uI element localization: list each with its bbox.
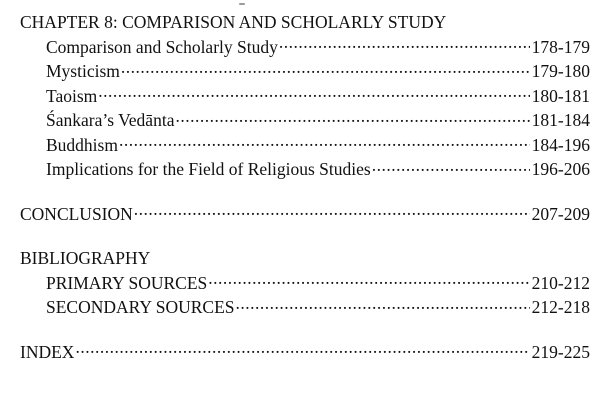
section-gap [20, 182, 590, 202]
toc-entry-label: Mysticism [46, 61, 120, 81]
toc-entry-buddhism [20, 133, 590, 158]
toc-entry-comparison [20, 35, 590, 60]
bibliography-heading: BIBLIOGRAPHY [20, 248, 151, 268]
toc-entry-pages: 210-212 [531, 272, 590, 293]
dot-leader [121, 60, 530, 78]
toc-entry-secondary-sources [20, 295, 590, 320]
toc-entry-label: INDEX [20, 341, 75, 362]
toc-entry-pages: 179-180 [531, 61, 590, 81]
dot-leader [134, 202, 530, 220]
toc-entry-taoism [20, 84, 590, 109]
toc-entry-pages: 181-184 [531, 110, 590, 130]
dot-leader [279, 35, 530, 53]
section-gap [20, 320, 590, 340]
toc-entry-primary-sources [20, 271, 590, 296]
toc-entry-implications [20, 157, 590, 182]
toc-entry-label: Implications for the Field of Religious Studies [46, 159, 371, 179]
toc-entry-label: Taoism [46, 85, 98, 106]
dot-leader [119, 133, 530, 151]
toc-entry-pages: 196-206 [531, 159, 590, 179]
dot-leader [208, 271, 529, 289]
toc-entry-label: SECONDARY SOURCES [46, 297, 235, 317]
table-of-contents [20, 10, 590, 364]
toc-entry-mysticism [20, 59, 590, 84]
toc-entry-label: CONCLUSION [20, 203, 133, 224]
toc-entry-pages: 219-225 [531, 341, 590, 362]
dot-leader [75, 340, 529, 358]
scan-speck [239, 3, 245, 5]
dot-leader [236, 296, 530, 314]
toc-entry-sankara-vedanta [20, 108, 590, 133]
toc-entry-pages: 207-209 [531, 203, 590, 224]
toc-entry-pages: 178-179 [531, 36, 590, 57]
chapter-8-heading: CHAPTER 8: COMPARISON AND SCHOLARLY STUDY [20, 12, 447, 32]
toc-entry-conclusion [20, 202, 590, 227]
section-gap [20, 226, 590, 246]
toc-entry-pages: 212-218 [531, 297, 590, 317]
dot-leader [98, 84, 529, 102]
toc-entry-label: PRIMARY SOURCES [46, 272, 208, 293]
toc-entry-index [20, 340, 590, 365]
toc-entry-label: Śankara’s Vedānta [46, 110, 175, 130]
dot-leader [372, 158, 530, 176]
toc-entry-pages: 184-196 [531, 134, 590, 155]
toc-entry-label: Comparison and Scholarly Study [46, 36, 278, 57]
dot-leader [175, 109, 529, 127]
toc-entry-pages: 180-181 [531, 85, 590, 106]
toc-entry-label: Buddhism [46, 134, 118, 155]
